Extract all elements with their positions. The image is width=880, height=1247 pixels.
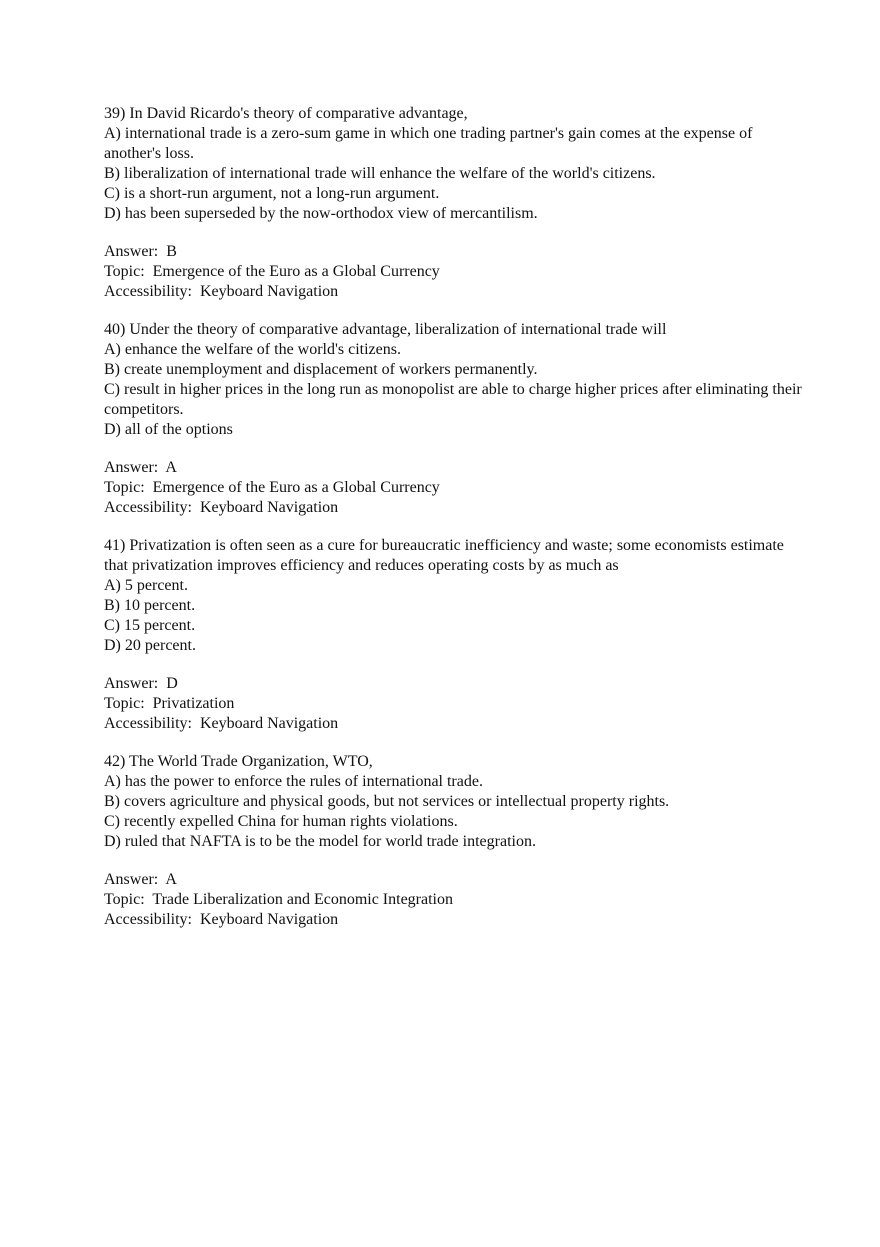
answer-line: Answer: B — [104, 243, 177, 260]
accessibility-line: Accessibility: Keyboard Navigation — [104, 283, 339, 300]
spacer — [104, 224, 804, 242]
spacer — [104, 852, 804, 870]
question-stem: 39) In David Ricardo's theory of comparative advantage, — [104, 105, 468, 122]
option-b: B) 10 percent. — [104, 597, 196, 614]
spacer — [104, 440, 804, 458]
answer-block-39 — [104, 242, 804, 302]
answer-line: Answer: A — [104, 459, 177, 476]
topic-line: Topic: Emergence of the Euro as a Global Currency — [104, 479, 440, 496]
question-39 — [104, 104, 804, 224]
answer-block-41 — [104, 674, 804, 734]
option-a: A) international trade is a zero-sum game in which one trading partner's gain comes at the expense of another's loss. — [104, 125, 757, 162]
question-stem: 40) Under the theory of comparative advantage, liberalization of international trade will — [104, 321, 667, 338]
option-d: D) 20 percent. — [104, 637, 196, 654]
question-40 — [104, 320, 804, 440]
topic-line: Topic: Emergence of the Euro as a Global Currency — [104, 263, 440, 280]
option-a: A) enhance the welfare of the world's citizens. — [104, 341, 401, 358]
document-page — [104, 104, 804, 930]
option-c: C) recently expelled China for human rights violations. — [104, 813, 458, 830]
option-b: B) covers agriculture and physical goods, but not services or intellectual property rights. — [104, 793, 670, 810]
question-41 — [104, 536, 804, 656]
answer-line: Answer: A — [104, 871, 177, 888]
spacer — [104, 518, 804, 536]
option-a: A) has the power to enforce the rules of international trade. — [104, 773, 483, 790]
answer-line: Answer: D — [104, 675, 178, 692]
option-c: C) 15 percent. — [104, 617, 196, 634]
option-d: D) all of the options — [104, 421, 233, 438]
topic-line: Topic: Privatization — [104, 695, 235, 712]
answer-block-40 — [104, 458, 804, 518]
option-b: B) liberalization of international trade will enhance the welfare of the world's citizens. — [104, 165, 656, 182]
question-42 — [104, 752, 804, 852]
option-d: D) has been superseded by the now-orthodox view of mercantilism. — [104, 205, 538, 222]
question-stem: 42) The World Trade Organization, WTO, — [104, 753, 373, 770]
option-c: C) is a short-run argument, not a long-run argument. — [104, 185, 440, 202]
spacer — [104, 734, 804, 752]
option-d: D) ruled that NAFTA is to be the model for world trade integration. — [104, 833, 536, 850]
spacer — [104, 656, 804, 674]
option-c: C) result in higher prices in the long run as monopolist are able to charge higher prices after eliminating their competitors. — [104, 381, 806, 418]
accessibility-line: Accessibility: Keyboard Navigation — [104, 715, 339, 732]
option-b: B) create unemployment and displacement of workers permanently. — [104, 361, 538, 378]
answer-block-42 — [104, 870, 804, 930]
accessibility-line: Accessibility: Keyboard Navigation — [104, 911, 339, 928]
topic-line: Topic: Trade Liberalization and Economic Integration — [104, 891, 453, 908]
question-stem: 41) Privatization is often seen as a cure for bureaucratic inefficiency and waste; some economists estimate that privatization improves efficiency and reduces operating costs by as much as — [104, 537, 788, 574]
option-a: A) 5 percent. — [104, 577, 188, 594]
spacer — [104, 302, 804, 320]
accessibility-line: Accessibility: Keyboard Navigation — [104, 499, 339, 516]
